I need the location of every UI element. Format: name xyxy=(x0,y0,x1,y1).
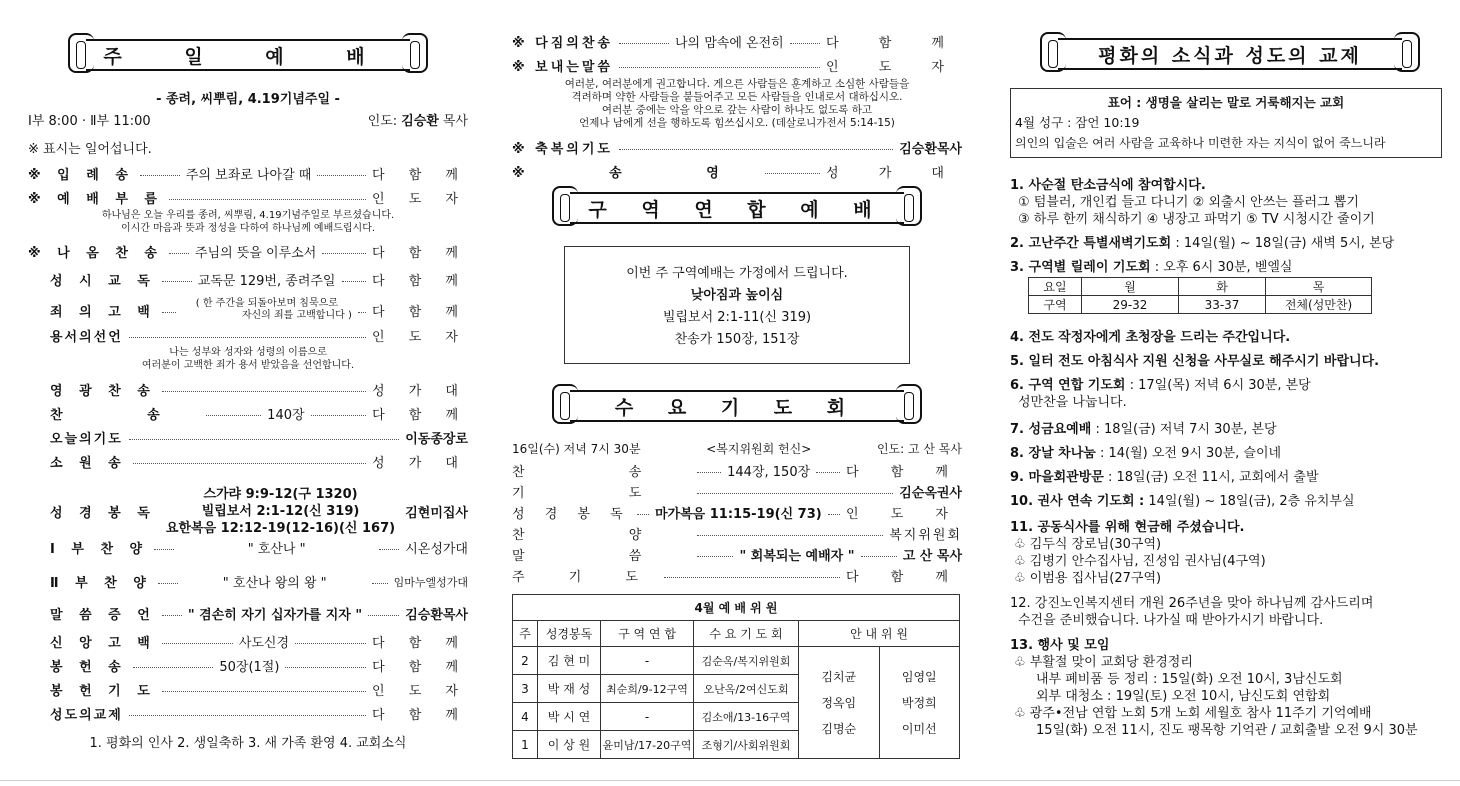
order-detail: 140장 xyxy=(267,408,305,423)
news-item-9: 9. 마을회관방문 : 18일(금) 오전 11시, 교회에서 출발 xyxy=(1010,470,1319,485)
table-row: 4 박 시 연 - 김소애/13-16구역 xyxy=(513,703,960,731)
wed-row xyxy=(512,461,962,480)
order-detail: 주님의 뜻을 이루소서 xyxy=(194,246,317,261)
donor: ♧ 이범용 집사님(27구역) xyxy=(1014,571,1162,586)
order-detail: 나의 맘속에 온전히 xyxy=(674,36,784,51)
news-item-6-detail: 성만찬을 나눕니다. xyxy=(1018,395,1127,410)
wednesday-theme: <복지위원회 헌신> xyxy=(706,442,812,456)
motto: 표어 : 생명을 살리는 말로 거룩해지는 교회 xyxy=(1107,95,1345,110)
worship-subtitle: - 종려, 씨뿌림, 4.19기념주일 - xyxy=(156,92,340,107)
worship-times-row xyxy=(28,110,468,129)
page-bottom-divider xyxy=(0,780,1460,781)
table-row: 3 박 재 성 최순희/9-12구역 오난옥/2여신도회 xyxy=(513,675,960,703)
news-item-7: 7. 성금요예배 : 18일(금) 저녁 7시 30분, 본당 xyxy=(1010,422,1277,437)
ushers-a: 김치균 정옥임 김명순 xyxy=(799,647,880,759)
wed-performer: 김순옥권사 xyxy=(899,486,962,501)
wed-performer: 고 산 목사 xyxy=(902,549,963,564)
wed-row xyxy=(512,524,962,543)
wed-label: 기 도 xyxy=(512,486,692,501)
leader-name: 김승환 xyxy=(401,114,439,129)
call-text: 하나님은 오늘 우리를 종려, 씨뿌림, 4.19기념주일로 부르셨습니다. 이시간 마음과 뜻과 정성을 다하여 하나님께 예배드립시다. xyxy=(101,210,395,234)
benediction-label: ※ 축복의기도 xyxy=(512,142,613,157)
order-performer: 다 함 께 xyxy=(372,274,468,289)
sermon-title: " 겸손히 자기 십자가를 지자 " xyxy=(187,608,363,623)
table-row: 2 김 현 미 - 김순옥/복지위원회 김치균 정옥임 김명순 임영일 박정희 이미선 xyxy=(513,647,960,675)
sermon-by: 김승환목사 xyxy=(405,608,468,623)
news-item-1-detail: ① 텀블러, 개인컵 들고 다니기 ② 외출시 안쓰는 플러그 뽑기 xyxy=(1018,195,1359,210)
order-label: 봉 헌 송 xyxy=(50,660,127,675)
event-detail: 내부 폐비품 등 정리 : 15일(화) 오전 10시, 3남신도회 xyxy=(1036,672,1343,687)
news-item-4: 4. 전도 작정자에게 초청장을 드리는 주간입니다. xyxy=(1010,330,1291,345)
district-hymns: 찬송가 150장, 151장 xyxy=(674,332,800,347)
order-row xyxy=(28,452,468,471)
news-item-11: 11. 공동식사를 위해 현금해 주셨습니다. xyxy=(1010,520,1245,535)
order-performer: 성 가 대 xyxy=(372,456,468,471)
event-detail: 외부 대청소 : 19일(토) 오전 10시, 남신도회 연합회 xyxy=(1036,689,1331,704)
order-row xyxy=(28,164,468,183)
order-detail: 50장(1절) xyxy=(219,660,280,675)
wed-label: 말 씀 xyxy=(512,549,692,564)
doxology-label: ※ 송 영 xyxy=(512,166,759,181)
scroll-right-ornament xyxy=(402,33,428,73)
wed-row xyxy=(512,545,962,564)
april-verse-ref: 4월 성구 : 잠언 10:19 xyxy=(1015,115,1140,130)
april-service-table xyxy=(512,594,960,759)
event-item: ♧ 광주•전남 연합 노회 5개 노회 세월호 참사 11주기 기억예배 xyxy=(1014,706,1372,721)
order-performer: 다 함 께 xyxy=(372,168,468,183)
district-note: 이번 주 구역예배는 가정에서 드립니다. xyxy=(626,266,848,281)
choir2-row xyxy=(28,572,468,591)
wed-detail: 마가복음 11:15-19(신 73) xyxy=(655,507,822,522)
table-header: 월 xyxy=(1082,278,1179,296)
order-performer: 인 도 자 xyxy=(372,330,468,345)
choir1-by: 시온성가대 xyxy=(405,542,468,557)
sunday-worship-title: 주 일 예 배 xyxy=(86,39,410,71)
wednesday-header-row xyxy=(512,440,962,457)
order-performer: 다 함 께 xyxy=(372,660,469,675)
district-theme: 낮아짐과 높이심 xyxy=(690,288,784,303)
wed-detail: 144장, 150장 xyxy=(727,465,811,480)
table-header: 안 내 위 원 xyxy=(799,621,960,647)
order-label: 성 시 교 독 xyxy=(50,274,156,289)
order-performer: 다 함 께 xyxy=(372,304,468,320)
news-item-12: 12. 강진노인복지센터 개원 26주년을 맞아 하나님께 감사드리며 xyxy=(1010,596,1374,611)
order-label: 소 원 송 xyxy=(50,456,127,471)
wed-row xyxy=(512,503,962,522)
order-label: ※ 다짐의찬송 xyxy=(512,36,613,51)
doxology-by: 성 가 대 xyxy=(826,166,962,181)
news-item-1: 1. 사순절 탄소금식에 참여합시다. xyxy=(1010,178,1206,193)
news-item-8: 8. 장날 차나눔 : 14(월) 오전 9시 30분, 슬이네 xyxy=(1010,446,1282,461)
order-performer: 이동종장로 xyxy=(405,432,468,447)
relay-prayer-table xyxy=(1028,277,1372,314)
order-performer: 다 함 께 xyxy=(372,408,469,423)
choir2-label: Ⅱ 부 찬 양 xyxy=(50,576,152,591)
doxology-row xyxy=(512,162,962,181)
wed-detail: " 회복되는 예배자 " xyxy=(739,549,855,564)
wednesday-prayer-title: 수 요 기 도 회 xyxy=(570,390,904,422)
news-item-5: 5. 일터 전도 아침식사 지원 신청을 사무실로 해주시기 바랍니다. xyxy=(1010,354,1380,369)
order-label: 영 광 찬 송 xyxy=(50,384,156,399)
order-row xyxy=(28,380,468,399)
sermon-label: 말 씀 증 언 xyxy=(50,608,156,623)
fellowship-note: 1. 평화의 인사 2. 생일축하 3. 새 가족 환영 4. 교회소식 xyxy=(89,736,407,751)
order-label: 성도의교제 xyxy=(50,708,123,723)
order-row xyxy=(512,32,962,51)
order-label: 오늘의기도 xyxy=(50,432,123,447)
wed-performer: 다 함 께 xyxy=(846,465,962,480)
leader-title: 목사 xyxy=(442,114,468,129)
order-row xyxy=(28,632,468,651)
news-item-13: 13. 행사 및 모임 xyxy=(1010,638,1110,653)
wed-row xyxy=(512,482,962,501)
order-row xyxy=(28,428,468,447)
news-item-2: 2. 고난주간 특별새벽기도회 : 14일(월) ~ 18일(금) 새벽 5시, 본당 xyxy=(1010,236,1395,251)
order-performer: 다 함 께 xyxy=(372,708,468,723)
wed-performer: 복지위원회 xyxy=(889,528,962,543)
wed-label: 주 기 도 xyxy=(512,570,658,585)
table-header: 성경봉독 xyxy=(538,621,601,647)
order-row xyxy=(28,704,468,723)
order-detail: 교독문 129번, 종려주일 xyxy=(197,274,336,289)
table-header: 구 역 연 합 xyxy=(601,621,694,647)
table-header: 요일 xyxy=(1029,278,1082,296)
order-label: 봉 헌 기 도 xyxy=(50,684,156,699)
scripture-label: 성 경 봉 독 xyxy=(50,506,156,521)
table-row: 1 이 상 원 윤미남/17-20구역 조형기/사회위원회 xyxy=(513,731,960,759)
district-worship-box xyxy=(564,246,910,364)
table-header: 목 xyxy=(1266,278,1372,296)
order-row xyxy=(28,242,468,261)
order-row xyxy=(512,56,962,75)
wed-row xyxy=(512,566,962,585)
table-header: 화 xyxy=(1179,278,1266,296)
wednesday-time: 16일(수) 저녁 7시 30분 xyxy=(512,442,641,456)
order-performer: 인 도 자 xyxy=(826,60,962,75)
order-label: 신 앙 고 백 xyxy=(50,636,156,651)
ushers-b: 임영일 박정희 이미선 xyxy=(879,647,960,759)
wed-performer: 인 도 자 xyxy=(846,507,962,522)
benediction-row xyxy=(512,138,962,157)
order-label: ※ 예 배 부 름 xyxy=(28,192,163,207)
event-detail: 15일(화) 오전 11시, 진도 팽목항 기억관 / 교회출발 오전 9시 30분 xyxy=(1036,723,1418,738)
order-row xyxy=(28,404,468,423)
news-item-3: 3. 구역별 릴레이 기도회 : 오후 6시 30분, 벧엘실 xyxy=(1010,260,1293,275)
event-item: ♧ 부활절 맞이 교회당 환경정리 xyxy=(1014,655,1193,670)
order-row xyxy=(28,188,468,207)
order-row xyxy=(28,298,468,322)
news-item-12-detail: 수건을 준비했습니다. 나가실 때 받아가시기 바랍니다. xyxy=(1018,613,1324,628)
order-detail: 주의 보좌로 나아갈 때 xyxy=(185,168,312,183)
order-row xyxy=(28,326,468,345)
news-item-6: 6. 구역 연합 기도회 : 17일(목) 저녁 6시 30분, 본당 xyxy=(1010,378,1311,393)
order-row xyxy=(28,270,468,289)
table-header: 수 요 기 도 회 xyxy=(694,621,799,647)
wed-label: 찬 송 xyxy=(512,465,692,480)
order-performer: 인 도 자 xyxy=(372,192,468,207)
scripture-reader: 김현미집사 xyxy=(405,506,468,521)
scroll-right-ornament xyxy=(896,186,922,226)
district-worship-title: 구 역 연 합 예 배 xyxy=(570,192,904,224)
scripture-row xyxy=(28,486,468,537)
scroll-right-ornament xyxy=(896,384,922,424)
april-verse-text: 의인의 입술은 여러 사람을 교육하나 미련한 자는 지식이 없어 죽느니라 xyxy=(1015,136,1386,150)
order-row xyxy=(28,656,468,675)
news-item-10: 10. 권사 연속 기도회 : 14일(월) ~ 18일(금), 2층 유치부실 xyxy=(1010,494,1355,509)
news-item-1-detail: ③ 하루 한끼 채식하기 ④ 냉장고 파먹기 ⑤ TV 시청시간 줄이기 xyxy=(1018,212,1375,227)
district-scripture: 빌립보서 2:1-11(신 319) xyxy=(662,310,812,325)
order-performer: 인 도 자 xyxy=(372,684,468,699)
wednesday-leader: 인도: 고 산 목사 xyxy=(876,442,962,456)
confession-note: ( 한 주간을 되돌아보며 침묵으로 자신의 죄를 고백합니다 ) xyxy=(195,298,352,321)
donor: ♧ 김두식 장로님(30구역) xyxy=(1014,537,1162,552)
choir2-song: " 호산나 왕의 왕 " xyxy=(222,576,327,591)
choir1-label: Ⅰ 부 찬 양 xyxy=(50,542,149,557)
donor: ♧ 김병기 안수집사님, 진성임 권사님(4구역) xyxy=(1014,554,1266,569)
order-detail: 사도신경 xyxy=(238,636,290,651)
choir1-row xyxy=(28,538,468,557)
news-banner xyxy=(1040,32,1420,74)
sending-words: 여러분, 여러분에게 권고합니다. 게으른 사람들은 훈계하고 소심한 사람들을 격려하며 약한 사람들을 붙들어주고 모든 사람들을 인내로서 대하십시오. 여러분 중에는 악을 악으로 갚는 사람이 하나도 없도록 하고 언제나 남에게 선을 행하도록 힘쓰십시오. (데살로니가전서 5:14-15) xyxy=(564,78,910,129)
order-row xyxy=(28,680,468,699)
order-label: 찬 송 xyxy=(50,408,200,423)
order-label: 용서의선언 xyxy=(50,330,123,345)
order-label: 죄 의 고 백 xyxy=(50,304,156,320)
order-label: ※ 보내는말씀 xyxy=(512,60,613,75)
choir1-song: " 호산나 " xyxy=(247,542,306,557)
order-performer: 다 함 께 xyxy=(372,246,468,261)
benediction-by: 김승환목사 xyxy=(899,142,962,157)
stand-note: ※ 표시는 일어섭니다. xyxy=(28,142,152,157)
order-performer: 다 함 께 xyxy=(372,636,468,651)
sermon-row xyxy=(28,604,468,623)
motto-box xyxy=(1010,88,1442,158)
sunday-worship-banner xyxy=(68,33,428,75)
table-header: 주 xyxy=(513,621,538,647)
table-row: 구역 29-32 33-37 전체(성만찬) xyxy=(1029,296,1372,314)
leader-label: 인도: xyxy=(367,114,398,129)
news-title: 평화의 소식과 성도의 교제 xyxy=(1058,38,1402,70)
pardon-text: 나는 성부와 성자와 성령의 이름으로 여러분이 고백한 죄가 용서 받았음을 선언합니다. xyxy=(141,347,355,371)
wed-performer: 다 함 께 xyxy=(846,570,962,585)
order-label: ※ 나 옴 찬 송 xyxy=(28,246,163,261)
scroll-right-ornament xyxy=(1394,32,1420,72)
scripture-passages: 스가랴 9:9-12(구 1320) 빌립보서 2:1-12(신 319) 요한복음 12:12-19(12-16)(신 167) xyxy=(165,487,396,536)
order-performer: 다 함 께 xyxy=(826,36,962,51)
wed-label: 찬 양 xyxy=(512,528,692,543)
wednesday-prayer-banner xyxy=(552,384,922,426)
wed-label: 성 경 봉 독 xyxy=(512,507,631,522)
order-performer: 성 가 대 xyxy=(372,384,468,399)
order-label: ※ 입 례 송 xyxy=(28,168,134,183)
district-worship-banner xyxy=(552,186,922,228)
table-title: 4월 예 배 위 원 xyxy=(513,595,960,621)
worship-times: Ⅰ부 8:00 · Ⅱ부 11:00 xyxy=(28,114,151,129)
choir2-by: 임마누엘성가대 xyxy=(393,575,468,589)
